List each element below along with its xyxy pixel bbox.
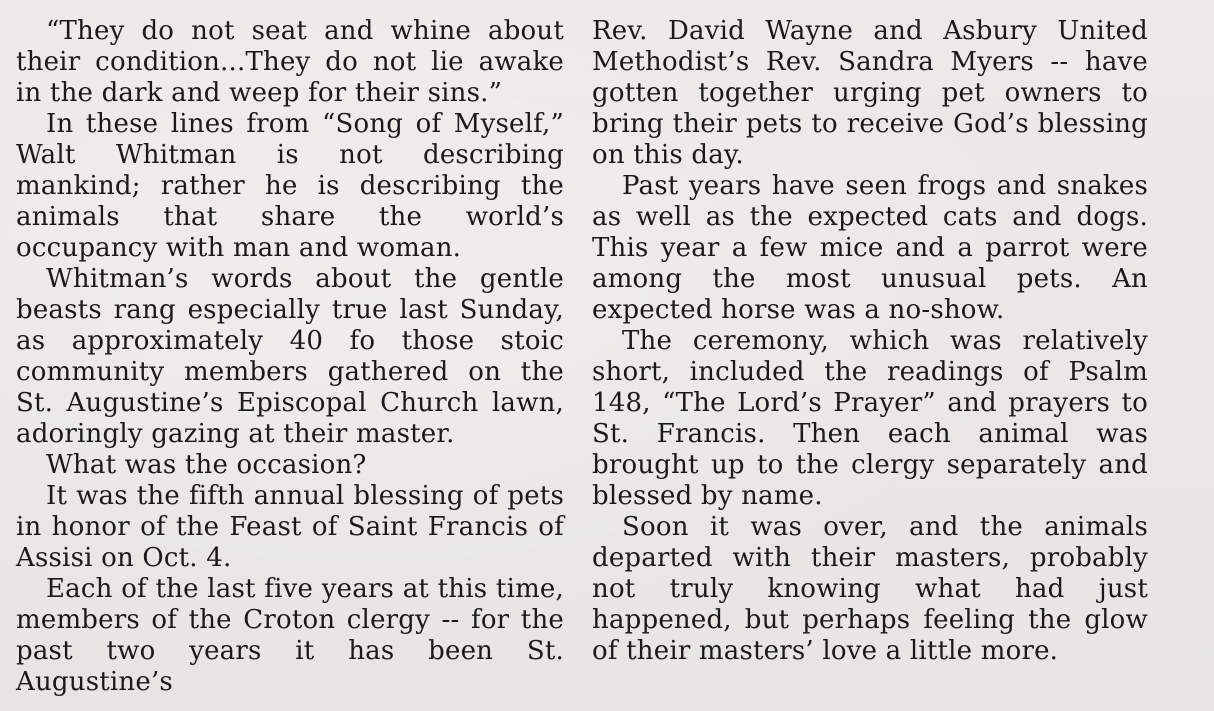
article-column-left (16, 16, 564, 698)
article-paragraph: What was the occasion? (46, 450, 367, 480)
article-column-right (592, 16, 1148, 667)
article-paragraph: Whitman’s words about the gentle beasts rang especially true last Sunday, as approximately 40 fo those stoic community members gathered on the St. Augustine’s Episcopal Church lawn, adoringly gazing at their master. (16, 264, 564, 449)
article-paragraph: Soon it was over, and the animals departed with their masters, probably not truly knowing what had just happened, but perhaps feeling the glow of their masters’ love a little more. (592, 512, 1148, 666)
article-paragraph: Past years have seen frogs and snakes as well as the expected cats and dogs. This year a few mice and a parrot were among the most unusual pets. An expected horse was a no-show. (592, 171, 1148, 325)
article-paragraph: In these lines from “Song of Myself,” Walt Whitman is not describing mankind; rather he is describing the animals that share the world’s occupancy with man and woman. (16, 109, 564, 263)
article-paragraph: Rev. David Wayne and Asbury United Methodist’s Rev. Sandra Myers -- have gotten together urging pet owners to bring their pets to receive God’s blessing on this day. (592, 16, 1148, 170)
article-paragraph: The ceremony, which was relatively short, included the readings of Psalm 148, “The Lord’s Prayer” and prayers to St. Francis. Then each animal was brought up to the clergy separately and blessed by name. (592, 326, 1148, 511)
article-paragraph: It was the fifth annual blessing of pets in honor of the Feast of Saint Francis of Assisi on Oct. 4. (16, 481, 564, 573)
article-paragraph: Each of the last five years at this time, members of the Croton clergy -- for the past two years it has been St. Augustine’s (16, 574, 564, 697)
article-paragraph: “They do not seat and whine about their condition...They do not lie awake in the dark and weep for their sins.” (16, 16, 564, 108)
